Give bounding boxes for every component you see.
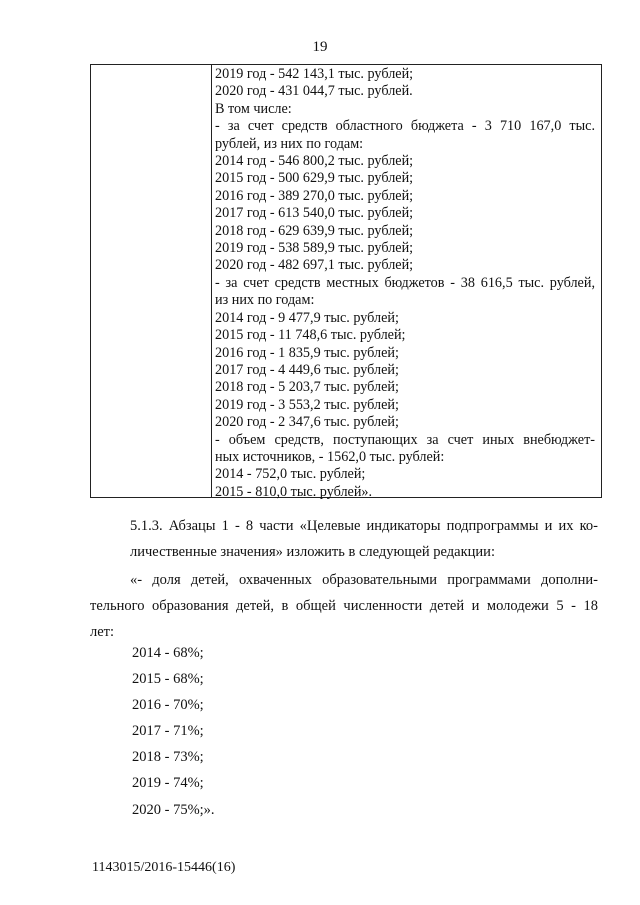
table-line: 2020 год - 2 347,6 тыс. рублей; xyxy=(215,414,399,431)
list-item: 2014 - 68%; xyxy=(132,645,204,661)
table-line: 2016 год - 389 270,0 тыс. рублей; xyxy=(215,187,414,204)
table-line: - объем средств, поступающих за счет иных внебюджет- xyxy=(215,431,595,448)
list-item: 2015 - 68%; xyxy=(132,671,204,688)
table-line: В том числе: xyxy=(215,100,292,117)
paragraph-line: «- доля детей, охваченных образовательными программами дополни- xyxy=(130,572,598,588)
table-line: 2015 - 810,0 тыс. рублей». xyxy=(215,483,373,500)
table-line: 2017 год - 4 449,6 тыс. рублей; xyxy=(215,361,399,378)
table-line: 2019 год - 542 143,1 тыс. рублей; xyxy=(215,66,414,82)
table-line: - за счет средств местных бюджетов - 38 616,5 тыс. рублей, xyxy=(215,274,595,291)
table-line: ных источников, - 1562,0 тыс. рублей: xyxy=(215,448,445,465)
table-line: из них по годам: xyxy=(215,292,315,309)
page-number: 19 xyxy=(312,39,328,55)
document-code: 1143015/2016-15446(16) xyxy=(92,860,236,875)
paragraph-line: лет: xyxy=(90,624,115,640)
table-line: 2015 год - 11 748,6 тыс. рублей; xyxy=(215,327,406,344)
table-line: 2018 год - 5 203,7 тыс. рублей; xyxy=(215,379,399,396)
indicator-values-list xyxy=(132,640,215,823)
table-line: 2020 год - 431 044,7 тыс. рублей. xyxy=(215,83,413,100)
table-line: 2020 год - 482 697,1 тыс. рублей; xyxy=(215,257,414,274)
list-item: 2016 - 70%; xyxy=(132,697,204,714)
paragraph-line: 5.1.3. Абзацы 1 - 8 части «Целевые индикаторы подпрограммы и их ко- xyxy=(130,518,598,534)
table-line: 2019 год - 3 553,2 тыс. рублей; xyxy=(215,396,399,413)
amendment-paragraph xyxy=(90,513,598,565)
budget-table xyxy=(90,64,602,498)
indicator-paragraph xyxy=(90,567,598,645)
list-item: 2018 - 73%; xyxy=(132,749,204,766)
table-line: 2015 год - 500 629,9 тыс. рублей; xyxy=(215,170,414,187)
paragraph-line: тельного образования детей, в общей численности детей и молодежи 5 - 18 xyxy=(90,598,598,614)
list-item: 2020 - 75%;». xyxy=(132,801,215,818)
table-line: 2014 - 752,0 тыс. рублей; xyxy=(215,466,366,483)
table-content-cell xyxy=(215,66,595,501)
table-column-divider xyxy=(211,65,212,497)
table-line: - за счет средств областного бюджета - 3 710 167,0 тыс. xyxy=(215,118,595,135)
table-line: 2014 год - 9 477,9 тыс. рублей; xyxy=(215,309,399,326)
table-line: 2018 год - 629 639,9 тыс. рублей; xyxy=(215,222,414,239)
table-line: 2019 год - 538 589,9 тыс. рублей; xyxy=(215,240,414,257)
list-item: 2017 - 71%; xyxy=(132,723,204,740)
paragraph-line: личественные значения» изложить в следующей редакции: xyxy=(130,544,495,560)
list-item: 2019 - 74%; xyxy=(132,775,204,792)
table-line: 2014 год - 546 800,2 тыс. рублей; xyxy=(215,153,414,170)
table-line: рублей, из них по годам: xyxy=(215,135,364,152)
table-line: 2016 год - 1 835,9 тыс. рублей; xyxy=(215,344,399,361)
table-line: 2017 год - 613 540,0 тыс. рублей; xyxy=(215,205,414,222)
